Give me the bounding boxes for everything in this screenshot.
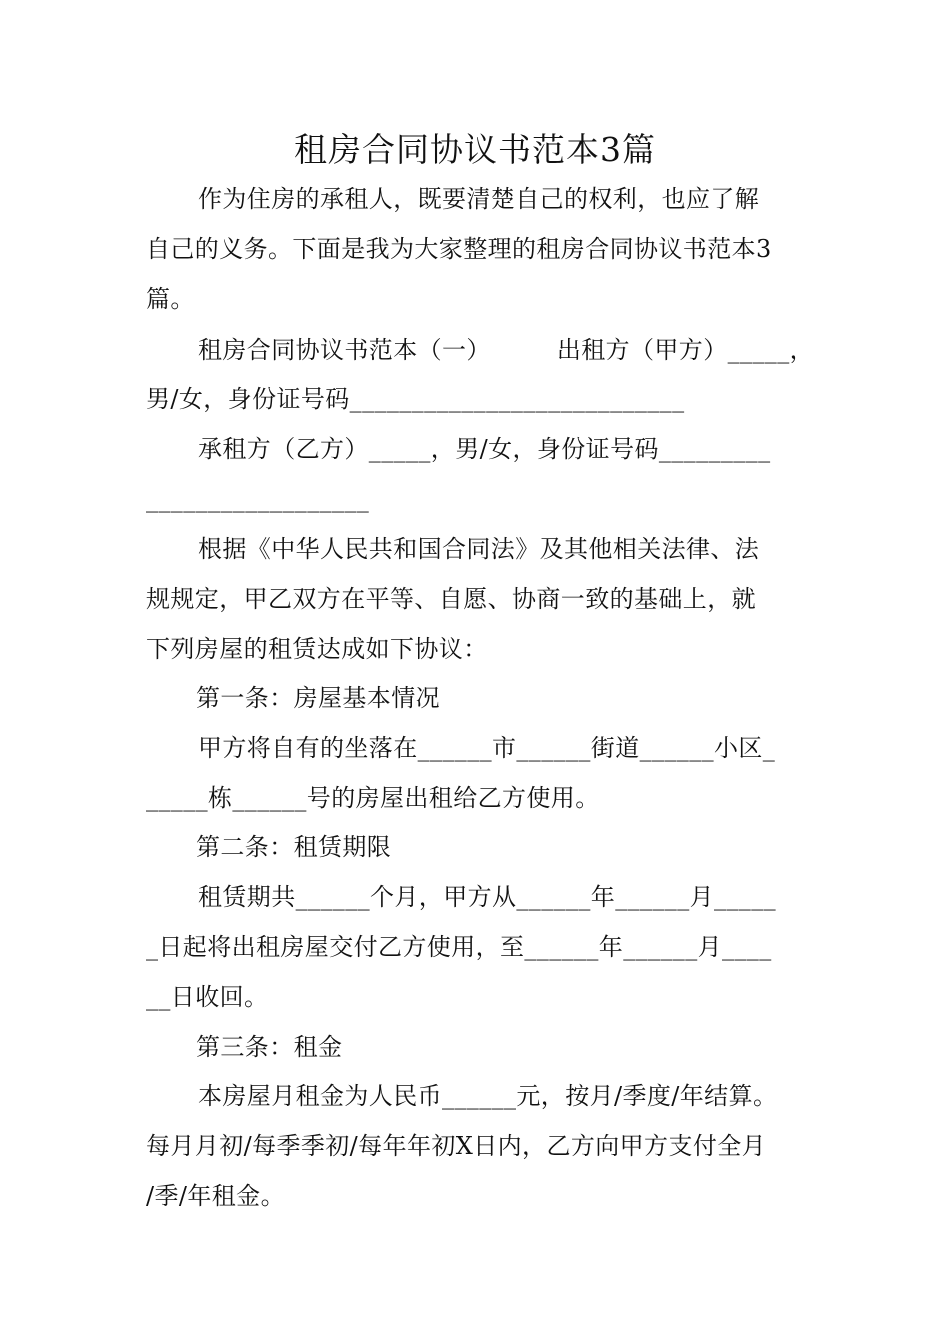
paragraph-line: 自己的义务。下面是我为大家整理的租房合同协议书范本3 <box>146 235 772 263</box>
paragraph-line: 根据《中华人民共和国合同法》及其他相关法律、法 <box>198 535 760 563</box>
paragraph-line: 承租方（乙方）_____，男/女，身份证号码_________ <box>198 435 771 463</box>
paragraph-line: /季/年租金。 <box>146 1182 285 1210</box>
paragraph-line: 作为住房的承租人，既要清楚自己的权利，也应了解 <box>198 185 760 213</box>
document-title: 租房合同协议书范本3篇 <box>294 130 656 169</box>
paragraph-line: 每月月初/每季季初/每年年初X日内，乙方向甲方支付全月 <box>146 1132 767 1160</box>
article-heading: 第二条：租赁期限 <box>196 833 392 861</box>
paragraph-line: 男/女，身份证号码___________________________ <box>146 385 685 413</box>
paragraph-line: __________________ <box>146 485 370 513</box>
paragraph-line: __日收回。 <box>146 983 269 1011</box>
paragraph-line: 规规定，甲乙双方在平等、自愿、协商一致的基础上，就 <box>146 585 756 613</box>
paragraph-line: 本房屋月租金为人民币______元，按月/季度/年结算。 <box>198 1082 778 1110</box>
paragraph-line: 甲方将自有的坐落在______市______街道______小区_ <box>198 734 776 762</box>
paragraph-line: 篇。 <box>146 285 195 313</box>
paragraph-line: 出租方（甲方）_____， <box>556 336 815 364</box>
paragraph-line: _____栋______号的房屋出租给乙方使用。 <box>146 784 600 812</box>
party-a-line <box>198 333 816 367</box>
paragraph-line: _日起将出租房屋交付乙方使用，至______年______月____ <box>146 933 772 961</box>
article-heading: 第三条：租金 <box>196 1033 343 1061</box>
article-heading: 第一条：房屋基本情况 <box>196 684 440 712</box>
paragraph-line: 租赁期共______个月，甲方从______年______月_____ <box>198 883 776 911</box>
paragraph-line: 下列房屋的租赁达成如下协议： <box>146 635 488 663</box>
section-heading: 租房合同协议书范本（一） <box>198 336 491 364</box>
